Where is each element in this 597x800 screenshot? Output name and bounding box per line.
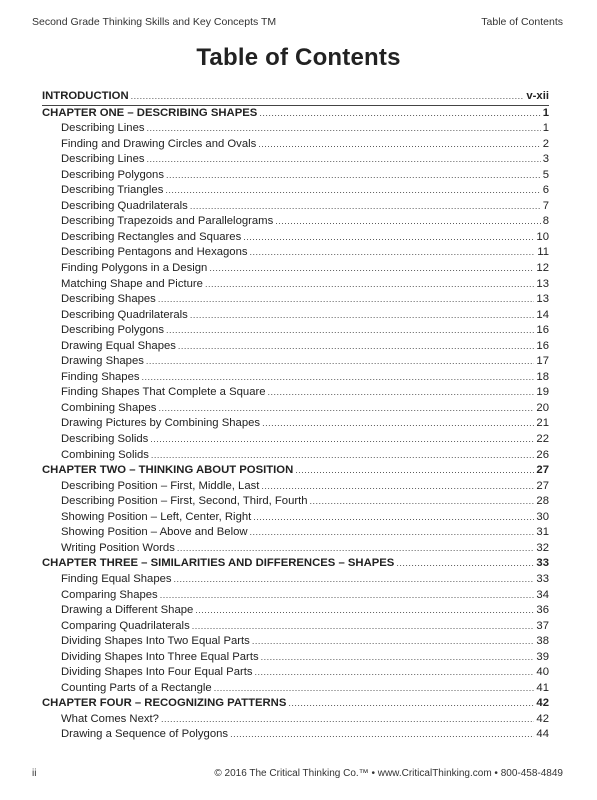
dot-leader [295, 463, 534, 479]
toc-page-number: 20 [536, 401, 549, 414]
toc-page-number: 2 [542, 137, 549, 150]
toc-page-number: 34 [536, 588, 549, 601]
toc-entry [42, 168, 549, 184]
toc-page-number: 1 [542, 122, 549, 135]
dot-leader [396, 556, 534, 572]
dot-leader [275, 214, 540, 230]
toc-entry [42, 183, 549, 199]
toc-entry-title: INTRODUCTION [42, 90, 129, 102]
dot-leader [261, 650, 535, 666]
toc-chapter-entry [42, 556, 549, 572]
toc-page-number: 16 [536, 324, 549, 337]
toc-page-number: 26 [536, 448, 549, 461]
dot-leader [131, 89, 525, 105]
toc-entry [42, 230, 549, 246]
toc-page-number: 42 [536, 697, 549, 710]
toc-chapter-entry [42, 106, 549, 122]
toc-entry [42, 370, 549, 386]
dot-leader [142, 370, 535, 386]
toc-entry [42, 277, 549, 293]
toc-entry [42, 152, 549, 168]
toc-entry [42, 665, 549, 681]
dot-leader [253, 510, 534, 526]
toc-page-number: 36 [536, 604, 549, 617]
dot-leader [147, 121, 541, 137]
toc-entry [42, 199, 549, 215]
dot-leader [192, 619, 535, 635]
toc-entry [42, 121, 549, 137]
toc-page-number: 28 [536, 495, 549, 508]
toc-entry [42, 416, 549, 432]
toc-page-number: 16 [536, 339, 549, 352]
dot-leader [150, 432, 534, 448]
toc-entry-title: Describing Rectangles and Squares [61, 230, 242, 243]
toc-entry-title: Describing Quadrilaterals [61, 308, 188, 321]
toc-entry-title: Dividing Shapes Into Three Equal Parts [61, 650, 259, 663]
toc-page-number: 5 [542, 168, 549, 181]
toc-entry-title: Finding Shapes That Complete a Square [61, 386, 266, 399]
toc-entry-title: Describing Trapezoids and Parallelograms [61, 215, 274, 228]
toc-chapter-entry [42, 463, 549, 479]
dot-leader [230, 727, 534, 743]
toc-page-number: 10 [536, 230, 549, 243]
toc-entry-title: Matching Shape and Picture [61, 277, 203, 290]
toc-page-number: 17 [536, 355, 549, 368]
dot-leader [165, 183, 540, 199]
dot-leader [205, 277, 534, 293]
toc-page-number: 8 [542, 215, 549, 228]
toc-entry [42, 525, 549, 541]
section-title: Table of Contents [481, 16, 563, 28]
toc-entry [42, 494, 549, 510]
toc-entry-title: Dividing Shapes Into Two Equal Parts [61, 635, 250, 648]
toc-entry-title: Finding Polygons in a Design [61, 262, 208, 275]
page-number: ii [32, 768, 37, 779]
toc-entry-title: Finding Shapes [61, 370, 140, 383]
dot-leader [258, 137, 540, 153]
toc-entry [42, 479, 549, 495]
toc-chapter-entry [42, 89, 549, 106]
toc-entry-title: Drawing Pictures by Combining Shapes [61, 417, 261, 430]
toc-entry-title: Writing Position Words [61, 541, 175, 554]
dot-leader [161, 712, 534, 728]
toc-entry [42, 245, 549, 261]
toc-entry [42, 603, 549, 619]
dot-leader [250, 525, 535, 541]
toc-page-number: 22 [536, 433, 549, 446]
toc-entry-title: Combining Solids [61, 448, 149, 461]
dot-leader [250, 245, 536, 261]
toc-page-number: 18 [536, 370, 549, 383]
toc-entry-title: Finding Equal Shapes [61, 572, 172, 585]
toc-entry-title: CHAPTER FOUR – RECOGNIZING PATTERNS [42, 697, 287, 710]
toc-page-number: 14 [536, 308, 549, 321]
toc-page-number: 38 [536, 635, 549, 648]
toc-entry-title: Describing Lines [61, 153, 145, 166]
toc-entry [42, 619, 549, 635]
toc-entry-title: Comparing Shapes [61, 588, 158, 601]
toc-entry [42, 650, 549, 666]
page-title: Table of Contents [196, 44, 401, 71]
toc-entry-title: Describing Solids [61, 433, 149, 446]
toc-entry-title: Drawing a Sequence of Polygons [61, 728, 229, 741]
dot-leader [166, 168, 541, 184]
toc-page-number: 41 [536, 681, 549, 694]
dot-leader [190, 199, 541, 215]
toc-page-number: 11 [537, 246, 549, 259]
toc-entry [42, 634, 549, 650]
toc-entry [42, 712, 549, 728]
toc-page-number: 7 [542, 199, 549, 212]
toc-entry [42, 137, 549, 153]
toc-page-number: 1 [542, 106, 549, 119]
toc-entry-title: Describing Position – First, Middle, Last [61, 479, 260, 492]
dot-leader [158, 401, 534, 417]
toc-entry-title: Drawing Shapes [61, 355, 144, 368]
toc-entry [42, 401, 549, 417]
toc-entry-title: Showing Position – Left, Center, Right [61, 510, 252, 523]
toc-entry [42, 385, 549, 401]
dot-leader [174, 572, 535, 588]
toc-page-number: 33 [536, 572, 549, 585]
toc-page-number: 12 [536, 262, 549, 275]
dot-leader [259, 106, 540, 122]
dot-leader [214, 681, 535, 697]
dot-leader [147, 152, 541, 168]
toc-entry [42, 339, 549, 355]
toc-entry-title: Describing Polygons [61, 324, 164, 337]
dot-leader [310, 494, 535, 510]
toc-entry [42, 510, 549, 526]
dot-leader [190, 308, 535, 324]
dot-leader [262, 416, 534, 432]
toc-entry [42, 588, 549, 604]
dot-leader [288, 696, 534, 712]
toc-entry-title: Describing Shapes [61, 293, 156, 306]
toc-entry-title: Describing Polygons [61, 168, 164, 181]
page-header [32, 16, 563, 28]
toc-entry-title: Drawing a Different Shape [61, 604, 194, 617]
toc-page-number: 42 [536, 712, 549, 725]
toc-page-number: 39 [536, 650, 549, 663]
toc-page-number: 13 [536, 293, 549, 306]
toc-entry-title: CHAPTER TWO – THINKING ABOUT POSITION [42, 464, 294, 477]
dot-leader [178, 339, 535, 355]
toc-entry-title: Describing Lines [61, 122, 145, 135]
dot-leader [268, 385, 535, 401]
toc-entry [42, 323, 549, 339]
toc-entry [42, 308, 549, 324]
toc-entry-title: Drawing Equal Shapes [61, 339, 176, 352]
toc-entry [42, 541, 549, 557]
dot-leader [166, 323, 534, 339]
toc-chapter-entry [42, 696, 549, 712]
book-title: Second Grade Thinking Skills and Key Concepts TM [32, 16, 277, 28]
toc-page-number: 30 [536, 510, 549, 523]
toc-entry-title: Counting Parts of a Rectangle [61, 681, 212, 694]
toc-entry-title: Describing Position – First, Second, Third, Fourth [61, 495, 308, 508]
dot-leader [158, 292, 535, 308]
toc-entry-title: Showing Position – Above and Below [61, 526, 248, 539]
dot-leader [252, 634, 535, 650]
toc-entry [42, 681, 549, 697]
toc-page-number: v-xii [526, 90, 549, 102]
copyright-notice: © 2016 The Critical Thinking Co.™ • www.CriticalThinking.com • 800-458-4849 [214, 768, 563, 779]
toc-page-number: 44 [536, 728, 549, 741]
toc-entry-title: Describing Triangles [61, 184, 164, 197]
toc-entry [42, 214, 549, 230]
toc-entry [42, 292, 549, 308]
toc-entry-title: Finding and Drawing Circles and Ovals [61, 137, 257, 150]
toc-entry [42, 354, 549, 370]
dot-leader [146, 354, 535, 370]
dot-leader [195, 603, 534, 619]
toc-page-number: 27 [536, 464, 549, 477]
toc-page-number: 31 [536, 526, 549, 539]
dot-leader [177, 541, 535, 557]
toc-page-number: 13 [536, 277, 549, 290]
dot-leader [209, 261, 534, 277]
toc-entry-title: CHAPTER THREE – SIMILARITIES AND DIFFERENCES – SHAPES [42, 557, 395, 570]
toc-page-number: 21 [536, 417, 549, 430]
toc-page-number: 33 [536, 557, 549, 570]
toc-entry-title: Describing Quadrilaterals [61, 199, 188, 212]
toc-page-number: 32 [536, 541, 549, 554]
dot-leader [243, 230, 534, 246]
toc-entry-title: Comparing Quadrilaterals [61, 619, 190, 632]
toc-page-number: 27 [536, 479, 549, 492]
toc-entry [42, 261, 549, 277]
dot-leader [160, 588, 535, 604]
toc-page-number: 37 [536, 619, 549, 632]
dot-leader [151, 448, 535, 464]
table-of-contents [42, 89, 549, 743]
toc-entry-title: Describing Pentagons and Hexagons [61, 246, 248, 259]
page-footer [32, 768, 563, 779]
toc-page-number: 6 [542, 184, 549, 197]
toc-entry [42, 432, 549, 448]
dot-leader [255, 665, 535, 681]
toc-page-number: 3 [542, 153, 549, 166]
toc-entry [42, 448, 549, 464]
toc-page-number: 40 [536, 666, 549, 679]
dot-leader [261, 479, 534, 495]
toc-entry-title: Dividing Shapes Into Four Equal Parts [61, 666, 253, 679]
toc-page-number: 19 [536, 386, 549, 399]
toc-entry-title: CHAPTER ONE – DESCRIBING SHAPES [42, 106, 258, 119]
toc-entry [42, 572, 549, 588]
toc-entry-title: Combining Shapes [61, 401, 157, 414]
toc-entry [42, 727, 549, 743]
toc-entry-title: What Comes Next? [61, 712, 159, 725]
